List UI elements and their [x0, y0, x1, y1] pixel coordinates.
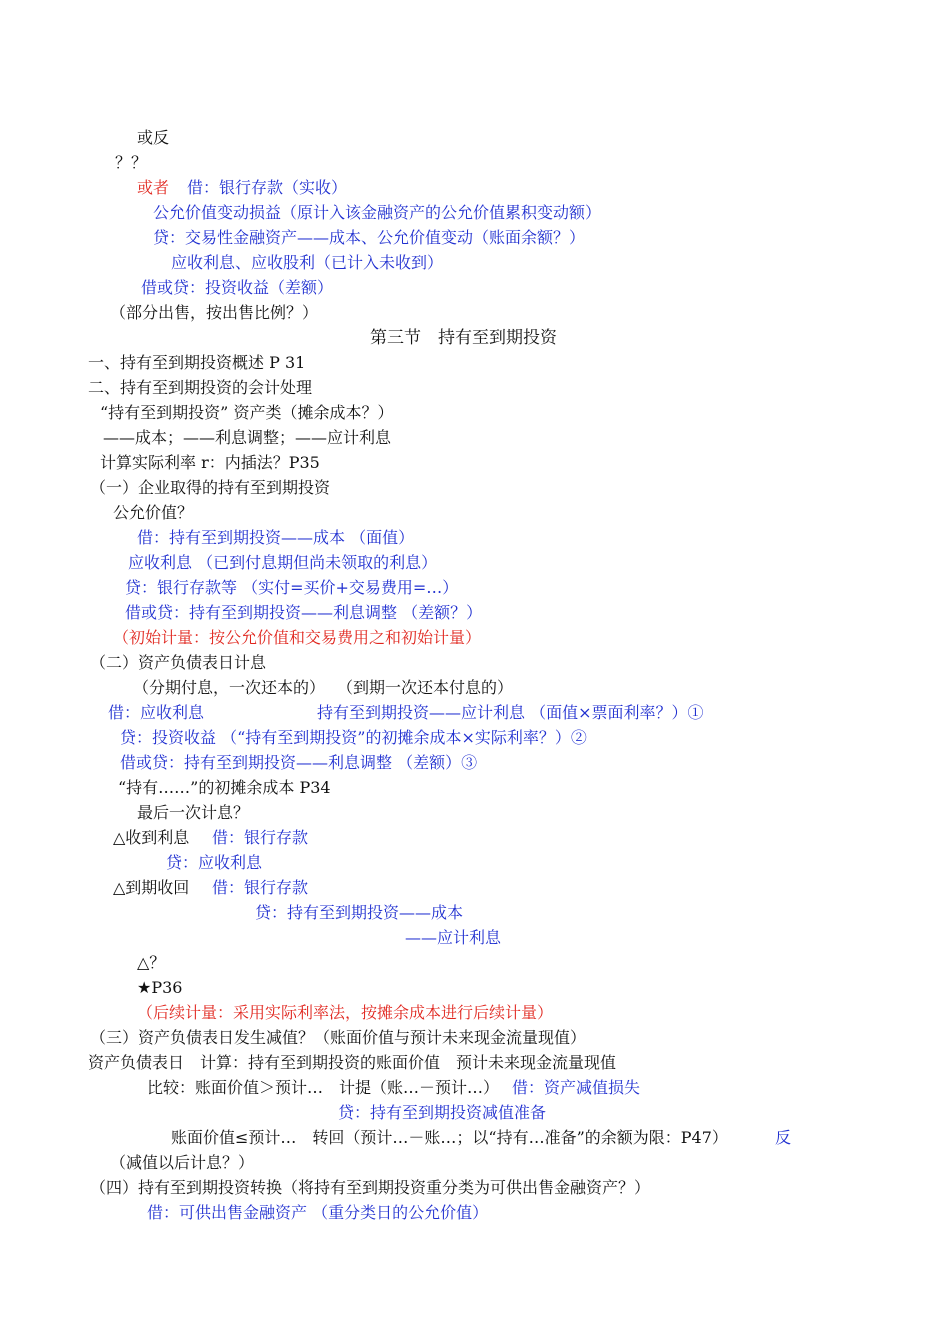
journal-debit: 公允价值变动损益（原计入该金融资产的公允价值累积变动额） [153, 203, 602, 222]
text-line: （分期付息，一次还本的） [133, 678, 326, 697]
text-line: （部分出售，按出售比例？） [110, 303, 319, 322]
text-line: 比较：账面价值＞预计… 计提（账…－预计…） [147, 1078, 500, 1097]
journal-credit: 贷：投资收益 （“持有至到期投资”的初摊余成本×实际利率？）② [120, 728, 587, 747]
journal-debit: 持有至到期投资——应计利息 （面值×票面利率？）① [317, 703, 704, 722]
section-heading: 第三节 持有至到期投资 [370, 328, 557, 348]
journal-credit: 应收利息、应收股利（已计入未收到） [171, 253, 444, 272]
journal-debit: 借：银行存款（实收） [187, 178, 348, 197]
journal-entry: 借或贷：持有至到期投资——利息调整 （差额）③ [120, 753, 478, 772]
text-line: 账面价值≤预计… 转回（预计…－账…；以“持有…准备”的余额为限：P47） [171, 1128, 728, 1147]
journal-entry: 借或贷：投资收益（差额） [141, 278, 334, 297]
journal-debit: 借：应收利息 [108, 703, 205, 722]
text-line: 最后一次计息？ [137, 803, 250, 822]
subheading: （一）企业取得的持有至到期投资 [90, 478, 331, 497]
text-line: ？？ [115, 153, 148, 172]
note-red: （后续计量：采用实际利率法，按摊余成本进行后续计量） [137, 1003, 554, 1022]
journal-debit: 借：持有至到期投资——成本 （面值） [137, 528, 415, 547]
subheading: （三）资产负债表日发生减值？（账面价值与预计未来现金流量现值） [90, 1028, 587, 1047]
journal-debit: 借：银行存款 [212, 878, 309, 897]
subheading: （四）持有至到期投资转换（将持有至到期投资重分类为可供出售金融资产？） [90, 1178, 651, 1197]
journal-debit: 借：可供出售金融资产 （重分类日的公允价值） [147, 1203, 489, 1222]
note-red: （初始计量：按公允价值和交易费用之和初始计量） [113, 628, 482, 647]
heading-1: 一、持有至到期投资概述 P 31 [88, 353, 306, 372]
text-line: （到期一次还本付息的） [337, 678, 514, 697]
text-line: 或者 [137, 178, 170, 197]
journal-credit: 贷：银行存款等 （实付=买价+交易费用=…） [125, 578, 459, 597]
subheading: （二）资产负债表日计息 [90, 653, 267, 672]
text-line: △到期收回 [113, 878, 190, 897]
text-line: “持有……”的初摊余成本 P34 [118, 778, 331, 797]
heading-2: 二、持有至到期投资的会计处理 [88, 378, 313, 397]
text-line: 资产负债表日 计算：持有至到期投资的账面价值 预计未来现金流量现值 [88, 1053, 617, 1072]
text-line: ★P36 [137, 978, 183, 997]
journal-credit: ——应计利息 [405, 928, 502, 947]
text-line: 或反 [137, 128, 170, 147]
journal-credit: 贷：应收利息 [166, 853, 263, 872]
text-line: 计算实际利率 r：内插法？P35 [100, 453, 320, 472]
text-line: △？ [137, 953, 166, 972]
journal-credit: 贷：交易性金融资产——成本、公允价值变动（账面余额？） [153, 228, 586, 247]
journal-credit: 贷：持有至到期投资——成本 [255, 903, 464, 922]
journal-debit: 借：资产减值损失 [512, 1078, 641, 1097]
text-line: “持有至到期投资” 资产类（摊余成本？） [100, 403, 394, 422]
text-line: （减值以后计息？） [110, 1153, 255, 1172]
text-line: ——成本；——利息调整；——应计利息 [103, 428, 392, 447]
text-line: 反 [775, 1128, 792, 1147]
text-line: 公允价值？ [113, 503, 194, 522]
text-line: △收到利息 [113, 828, 190, 847]
journal-entry: 借或贷：持有至到期投资——利息调整 （差额？） [125, 603, 483, 622]
journal-credit: 贷：持有至到期投资减值准备 [338, 1103, 547, 1122]
journal-debit: 借：银行存款 [212, 828, 309, 847]
journal-debit: 应收利息 （已到付息期但尚未领取的利息） [128, 553, 438, 572]
